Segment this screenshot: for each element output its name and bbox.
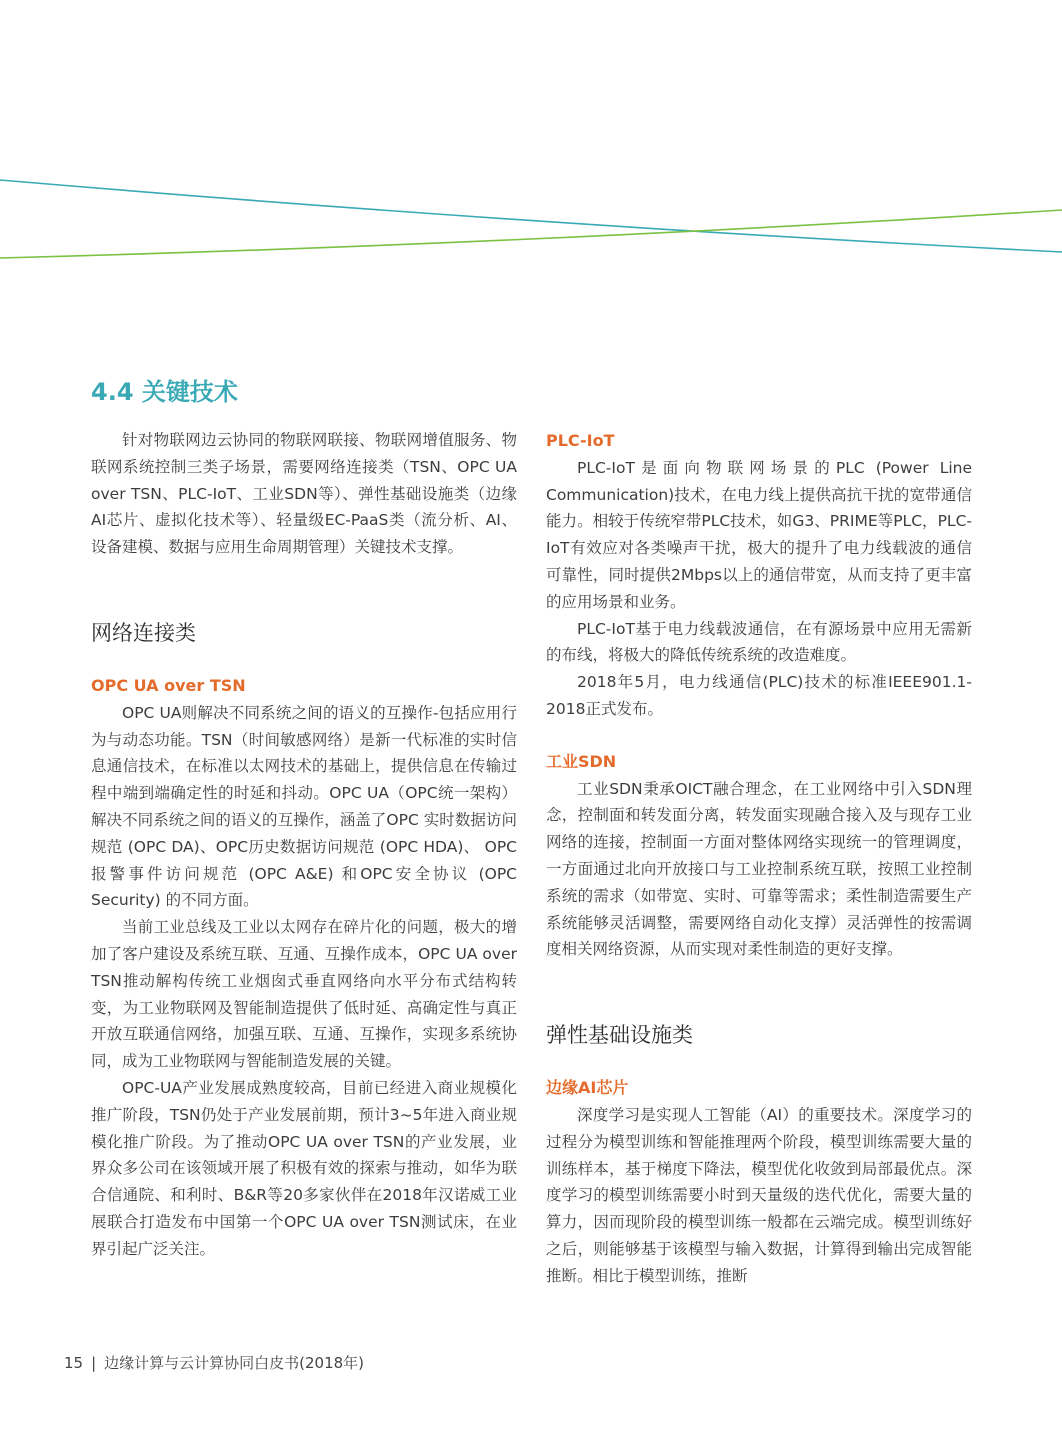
footer-separator: | [91, 1354, 97, 1372]
teal-curve [0, 180, 1062, 252]
decorative-curves [0, 0, 1062, 300]
industrial-sdn-heading: 工业SDN [546, 751, 617, 771]
plc-iot-heading: PLC-IoT [546, 431, 615, 450]
intro-paragraph: 针对物联网边云协同的物联网联接、物联网增值服务、物联网系统控制三类子场景，需要网络连接类（TSN、OPC UA over TSN、PLC-IoT、工业SDN等）、弹性基础设施类（边缘AI芯片、虚拟化技术等）、轻量级EC-PaaS类（流分析、AI、设备建模、数据与应用生命周期管理）关键技术支撑。 [91, 431, 517, 557]
plc-paragraph-1: PLC-IoT是面向物联网场景的PLC (Power Line Communication)技术，在电力线上提供高抗干扰的宽带通信能力。相较于传统窄带PLC技术，如G3、PRIME等PLC，PLC-IoT有效应对各类噪声干扰，极大的提升了电力线载波的通信可靠性，同时提供2Mbps以上的通信带宽，从而支持了更丰富的应用场景和业务。 [546, 458, 972, 611]
page-number: 15 [64, 1354, 84, 1372]
left-column [91, 427, 517, 1263]
ai-paragraph: 深度学习是实现人工智能（AI）的重要技术。深度学习的过程分为模型训练和智能推理两个阶段，模型训练需要大量的训练样本，基于梯度下降法，模型优化收敛到局部最优点。深度学习的模型训练需要小时到天量级的迭代优化，需要大量的算力，因而现阶段的模型训练一般都在云端完成。模型训练好之后，则能够基于该模型与输入数据，计算得到输出完成智能推断。相比于模型训练，推断 [546, 1105, 972, 1285]
opc-ua-heading: OPC UA over TSN [91, 675, 246, 695]
edge-ai-chip-heading: 边缘AI芯片 [546, 1078, 629, 1098]
plc-paragraph-2: PLC-IoT基于电力线载波通信，在有源场景中应用无需新的布线，将极大的降低传统系统的改造难度。 [546, 619, 972, 665]
sdn-paragraph: 工业SDN秉承OICT融合理念，在工业网络中引入SDN理念，控制面和转发面分离，转发面实现融合接入及与现存工业网络的连接，控制面一方面对整体网络实现统一的管理调度，一方面通过北向开放接口与工业控制系统互联，按照工业控制系统的需求（如带宽、实时、可靠等需求；柔性制造需要生产系统能够灵活调整，需要网络自动化支撑）灵活弹性的按需调度相关网络资源，从而实现对柔性制造的更好支撑。 [546, 779, 972, 959]
right-column [546, 428, 972, 1290]
network-heading: 网络连接类 [91, 620, 196, 645]
document-title: 边缘计算与云计算协同白皮书(2018年) [104, 1354, 365, 1372]
section-title: 4.4 关键技术 [91, 378, 238, 406]
opc-paragraph-2: 当前工业总线及工业以太网存在碎片化的问题，极大的增加了客户建设及系统互联、互通、互操作成本，OPC UA over TSN推动解构传统工业烟囱式垂直网络向水平分布式结构转变，为工业物联网及智能制造提供了低时延、高确定性与真正开放互联通信网络，加强互联、互通、互操作，实现多系统协同，成为工业物联网与智能制造发展的关键。 [91, 918, 517, 1071]
opc-paragraph-3: OPC-UA产业发展成熟度较高，目前已经进入商业规模化推广阶段，TSN仍处于产业发展前期，预计3~5年进入商业规模化推广阶段。为了推动OPC UA over TSN的产业发展，业界众多公司在该领域开展了积极有效的探索与推动，如华为联合信通院、和利时、B&R等20多家伙伴在2018年汉诺威工业展联合打造发布中国第一个OPC UA over TSN测试床，在业界引起广泛关注。 [91, 1078, 517, 1258]
green-curve [0, 210, 1062, 258]
plc-paragraph-3: 2018年5月，电力线通信(PLC)技术的标准IEEE901.1-2018正式发布。 [546, 673, 972, 718]
opc-paragraph-1: OPC UA则解决不同系统之间的语义的互操作-包括应用行为与动态功能。TSN（时间敏感网络）是新一代标准的实时信息通信技术，在标准以太网技术的基础上，提供信息在传输过程中端到端确定性的时延和抖动。OPC UA（OPC统一架构）解决不同系统之间的语义的互操作，涵盖了OPC 实时数据访问规范 (OPC DA)、OPC历史数据访问规范 (OPC HDA)、 OPC 报警事件访问规范 (OPC A&E) 和OPC安全协议 (OPC Security) 的不同方面。 [91, 703, 517, 910]
page-footer [64, 1352, 364, 1373]
elastic-infra-heading: 弹性基础设施类 [546, 1023, 693, 1048]
